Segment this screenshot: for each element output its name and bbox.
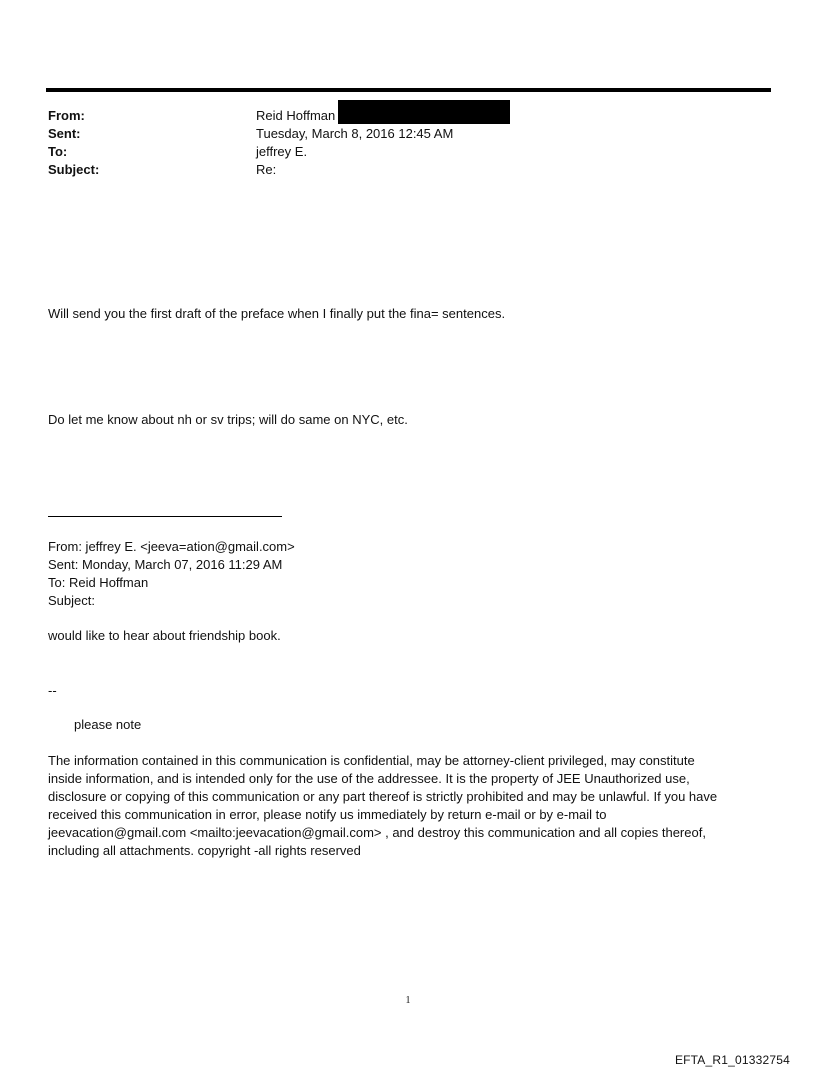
from-label: From: <box>48 108 85 123</box>
quoted-message-header <box>48 538 295 610</box>
quoted-message-separator <box>48 516 282 517</box>
disclaimer-line: received this communication in error, please notify us immediately by return e-mail or by e-mail to <box>48 807 607 822</box>
header-from-row <box>48 107 748 125</box>
disclaimer-line: The information contained in this communication is confidential, may be attorney-client privileged, may constitute <box>48 753 695 768</box>
quoted-to-line: To: Reid Hoffman <box>48 575 149 590</box>
to-value: jeffrey E. <box>256 144 308 159</box>
subject-value: Re: <box>256 162 277 177</box>
disclaimer-line: disclosure or copying of this communication or any part thereof is strictly prohibited and may be unlawful. If you have <box>48 789 718 804</box>
body-paragraph-1: Will send you the first draft of the preface when I finally put the fina= sentences. <box>48 306 506 321</box>
body-paragraph-2: Do let me know about nh or sv trips; will do same on NYC, etc. <box>48 412 408 427</box>
email-header <box>48 107 748 179</box>
quoted-from-line: From: jeffrey E. <jeeva=ation@gmail.com> <box>48 539 295 554</box>
disclaimer-line: inside information, and is intended only for the use of the addressee. It is the property of JEE Unauthorized use, <box>48 771 690 786</box>
from-value: Reid Hoffman <box>256 108 336 123</box>
sent-label: Sent: <box>48 126 81 141</box>
from-value-container <box>256 107 510 125</box>
disclaimer-line: jeevacation@gmail.com <mailto:jeevacation@gmail.com> , and destroy this communication and all copies thereof, <box>48 825 706 840</box>
header-top-rule <box>46 88 771 92</box>
quoted-subject-line: Subject: <box>48 593 95 608</box>
header-to-row <box>48 143 748 161</box>
subject-label: Subject: <box>48 162 100 177</box>
to-label: To: <box>48 144 68 159</box>
header-sent-row <box>48 125 748 143</box>
document-id: EFTA_R1_01332754 <box>674 1053 790 1067</box>
signature-dashes: -- <box>48 683 57 698</box>
disclaimer-title: please note <box>74 717 142 732</box>
confidentiality-disclaimer <box>48 752 768 860</box>
quoted-message-body: would like to hear about friendship book. <box>48 628 281 643</box>
disclaimer-line: including all attachments. copyright -all rights reserved <box>48 843 361 858</box>
page-number: 1 <box>405 995 411 1006</box>
redaction-block <box>338 100 510 124</box>
quoted-sent-line: Sent: Monday, March 07, 2016 11:29 AM <box>48 557 283 572</box>
header-subject-row <box>48 161 748 179</box>
sent-value: Tuesday, March 8, 2016 12:45 AM <box>256 126 454 141</box>
